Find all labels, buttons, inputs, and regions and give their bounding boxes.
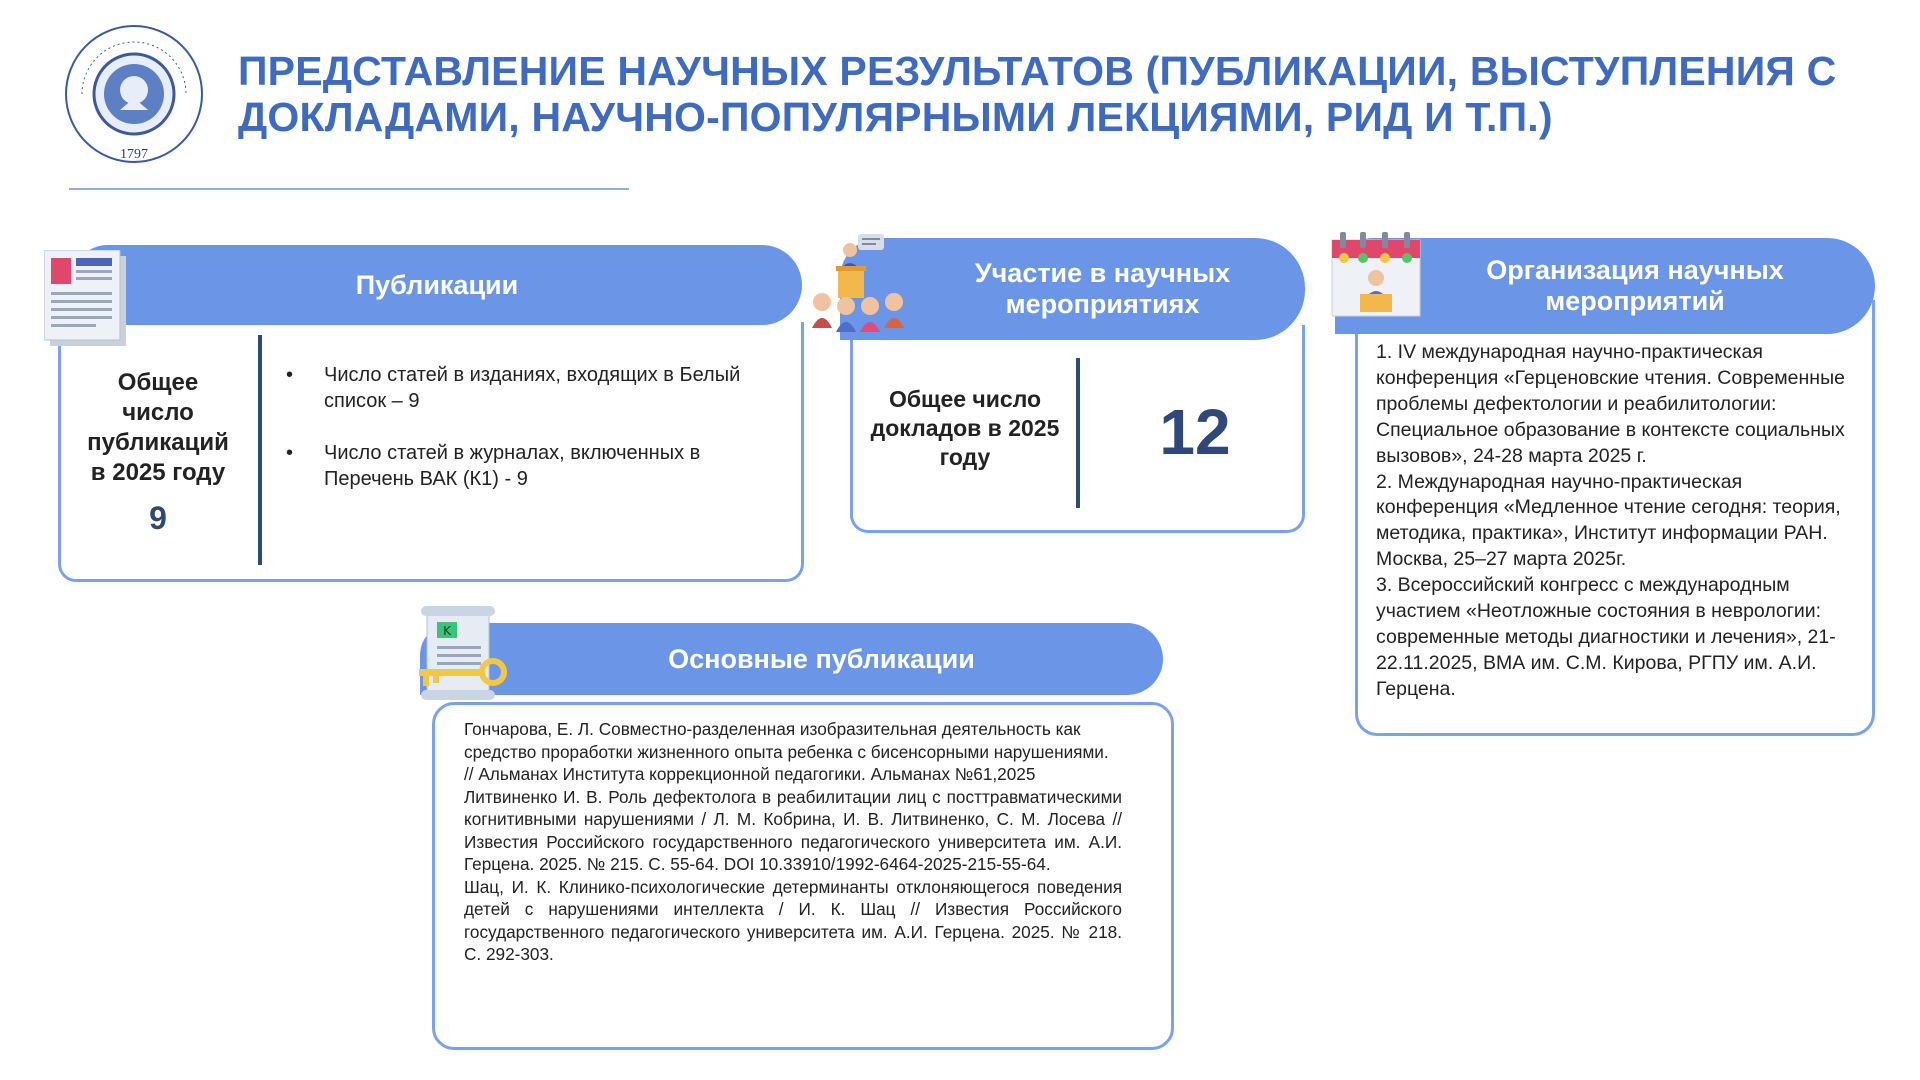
list-item-text: Число статей в изданиях, входящих в Белый список – 9 xyxy=(324,364,741,412)
title-underline xyxy=(69,188,629,190)
newspaper-icon xyxy=(44,250,132,355)
organization-events xyxy=(1376,340,1862,703)
participation-label: Общее число докладов в 2025 году xyxy=(870,386,1060,470)
calendar-speaker-icon xyxy=(1330,230,1422,323)
list-item-text: Число статей в журналах, включенных в Перечень ВАК (К1) - 9 xyxy=(324,442,701,490)
list-item xyxy=(282,440,782,492)
publications-list xyxy=(282,362,782,518)
participation-divider xyxy=(1076,358,1080,508)
list-item: Гончарова, Е. Л. Совместно-разделенная изобразительная деятельность как средство проработки жизненного опыта ребенка с бисенсорными нарушениями. // Альманах Института коррекционной педагогики. Альманах №61,2025 xyxy=(464,719,1109,784)
list-item: 2. Международная научно-практическая конференция «Медленное чтение сегодня: теория, методика, практика», Институт информации РАН. Москва, 25–27 марта 2025г. xyxy=(1376,470,1841,571)
svg-text:K: K xyxy=(443,624,451,638)
list-item: 3. Всероссийский конгресс с международным участием «Неотложные состояния в неврологии: современные методы диагностики и лечения», 21-22.11.2025, ВМА им. С.М. Кирова, РГПУ им. А.И. Герцена. xyxy=(1376,574,1836,700)
logo-year: 1797 xyxy=(120,147,148,162)
bullet: • xyxy=(286,442,294,464)
list-item: Литвиненко И. В. Роль дефектолога в реабилитации лиц с посттравматическими когнитивными нарушениями / Л. М. Кобрина, И. В. Литвиненко, С. М. Лосева // Известия Российского государственного педагогического университета им. А.И. Герцена. 2025. № 215. С. 55-64. DOI 10.33910/1992-6464-2025-215-55-64. xyxy=(464,786,1122,874)
list-item: Шац, И. К. Клинико-психологические детерминанты отклоняющегося поведения детей с нарушениями интеллекта / И. К. Шац // Известия Российского государственного педагогического университета им. А.И. Герцена. 2025. № 218. С. 292-303. xyxy=(464,876,1122,964)
speaker-audience-icon xyxy=(810,232,922,347)
main-publications-list xyxy=(464,718,1122,966)
organization-header-text: Организация научных мероприятий xyxy=(1486,255,1784,316)
university-logo xyxy=(62,22,207,167)
publications-total-value: 9 xyxy=(149,500,167,536)
participation-value: 12 xyxy=(1159,396,1231,468)
publications-header: Публикации xyxy=(72,245,802,325)
list-item: 1. IV международная научно-практическая конференция «Герценовские чтения. Современные проблемы дефектологии и реабилитологии: Специальное образование в контексте социальных вызовов», 24-28 марта 2025 г. xyxy=(1376,341,1845,467)
participation-header-text: Участие в научных мероприятиях xyxy=(974,258,1231,319)
list-item xyxy=(282,362,782,414)
main-publications-header xyxy=(420,623,1163,695)
bullet: • xyxy=(286,364,294,386)
page-title: ПРЕДСТАВЛЕНИЕ НАУЧНЫХ РЕЗУЛЬТАТОВ (ПУБЛИКАЦИИ, ВЫСТУПЛЕНИЯ С ДОКЛАДАМИ, НАУЧНО-ПОПУЛЯРНЫМИ ЛЕКЦИЯМИ, РИД И Т.П.) xyxy=(238,48,1837,140)
scroll-key-icon xyxy=(415,606,511,711)
main-publications-header-text: Основные публикации xyxy=(668,643,975,674)
publications-divider xyxy=(258,335,262,565)
publications-total-label: Общее число публикаций в 2025 году xyxy=(87,369,229,486)
